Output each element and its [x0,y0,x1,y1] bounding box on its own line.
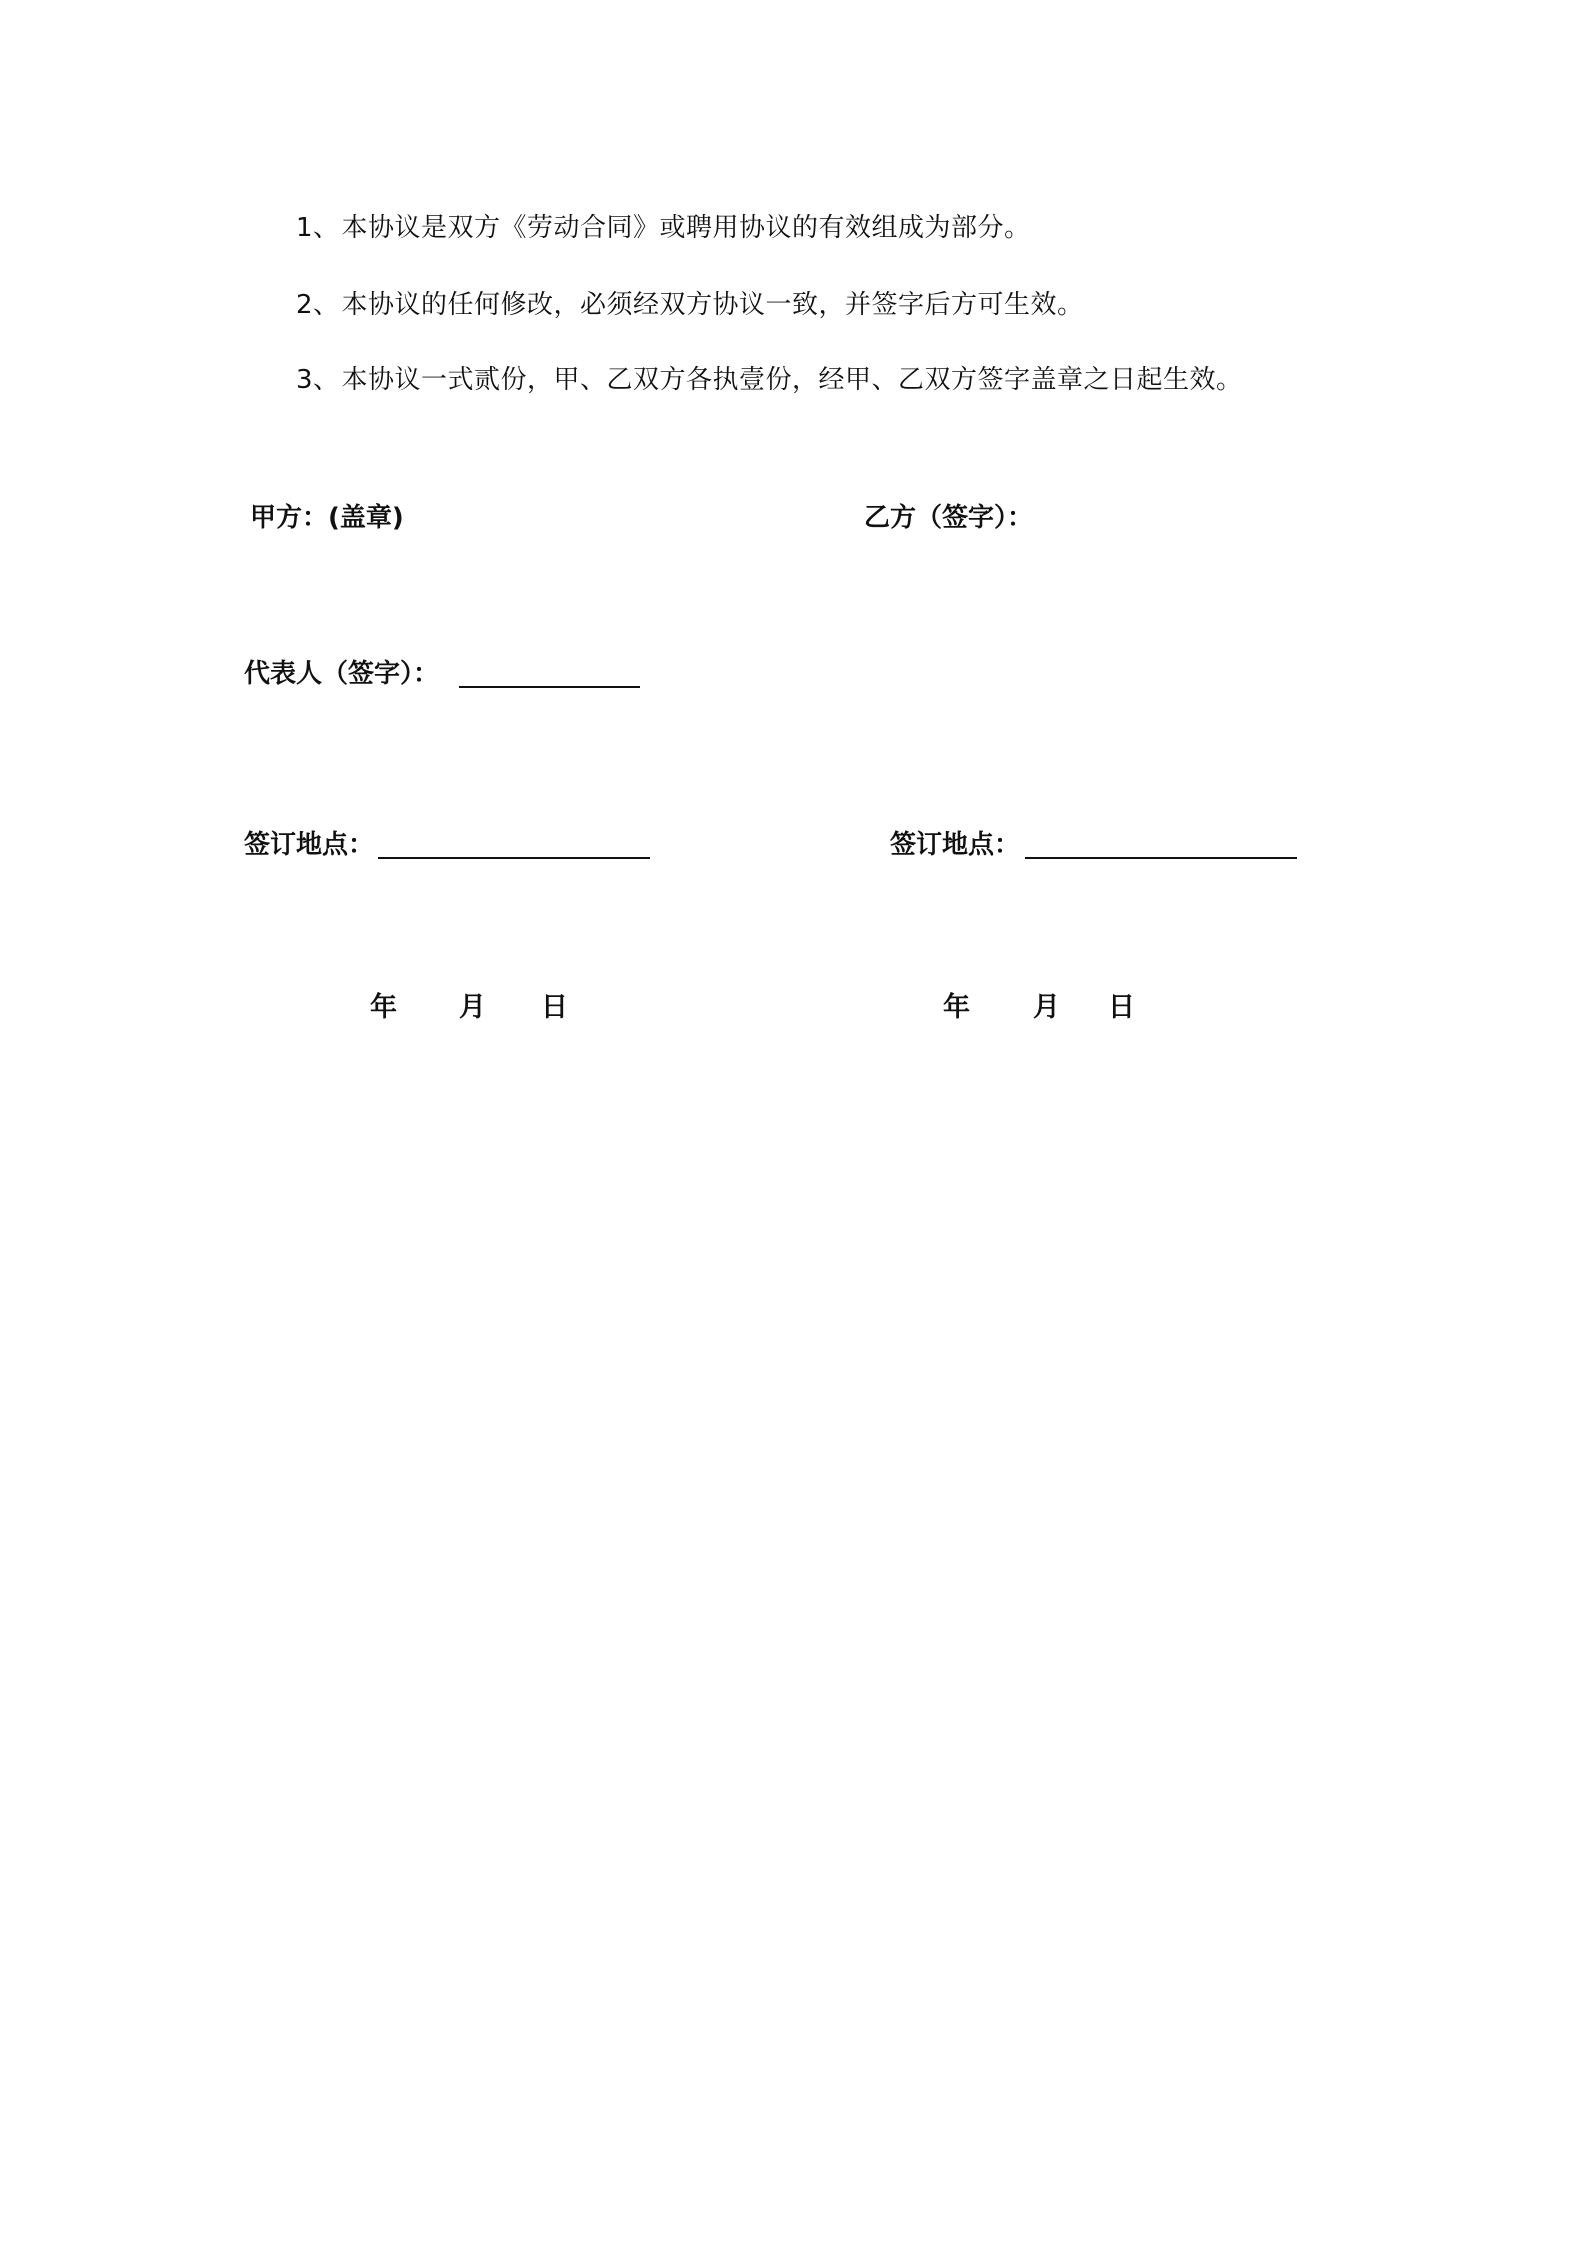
party-a-label: 甲方：(盖章) [250,503,404,533]
party-b-date-month: 月 [1033,992,1060,1023]
representative-signature-line[interactable] [459,686,640,688]
clause-2 [296,287,1084,323]
party-a-place-line[interactable] [378,857,650,859]
party-a-date-day: 日 [541,992,568,1023]
party-a-date-year: 年 [370,992,397,1023]
clause-3 [296,362,1243,398]
party-b-place-line[interactable] [1025,857,1297,859]
party-b-label: 乙方（签字）： [864,503,1034,533]
clause-number: 1、 [296,213,340,243]
party-b-date-day: 日 [1108,992,1135,1023]
party-a-place-label: 签订地点： [244,830,375,860]
representative-label: 代表人（签字）： [244,659,440,689]
clause-text: 本协议的任何修改，必须经双方协议一致，并签字后方可生效。 [341,290,1084,320]
clause-number: 3、 [296,365,340,395]
clause-1 [296,210,1031,246]
party-b-date-year: 年 [943,992,970,1023]
party-b-place-label: 签订地点： [890,830,1021,860]
clause-number: 2、 [296,290,340,320]
clause-text: 本协议一式贰份，甲、乙双方各执壹份，经甲、乙双方签字盖章之日起生效。 [341,365,1243,395]
party-a-date-month: 月 [459,992,486,1023]
clause-text: 本协议是双方《劳动合同》或聘用协议的有效组成为部分。 [341,213,1031,243]
